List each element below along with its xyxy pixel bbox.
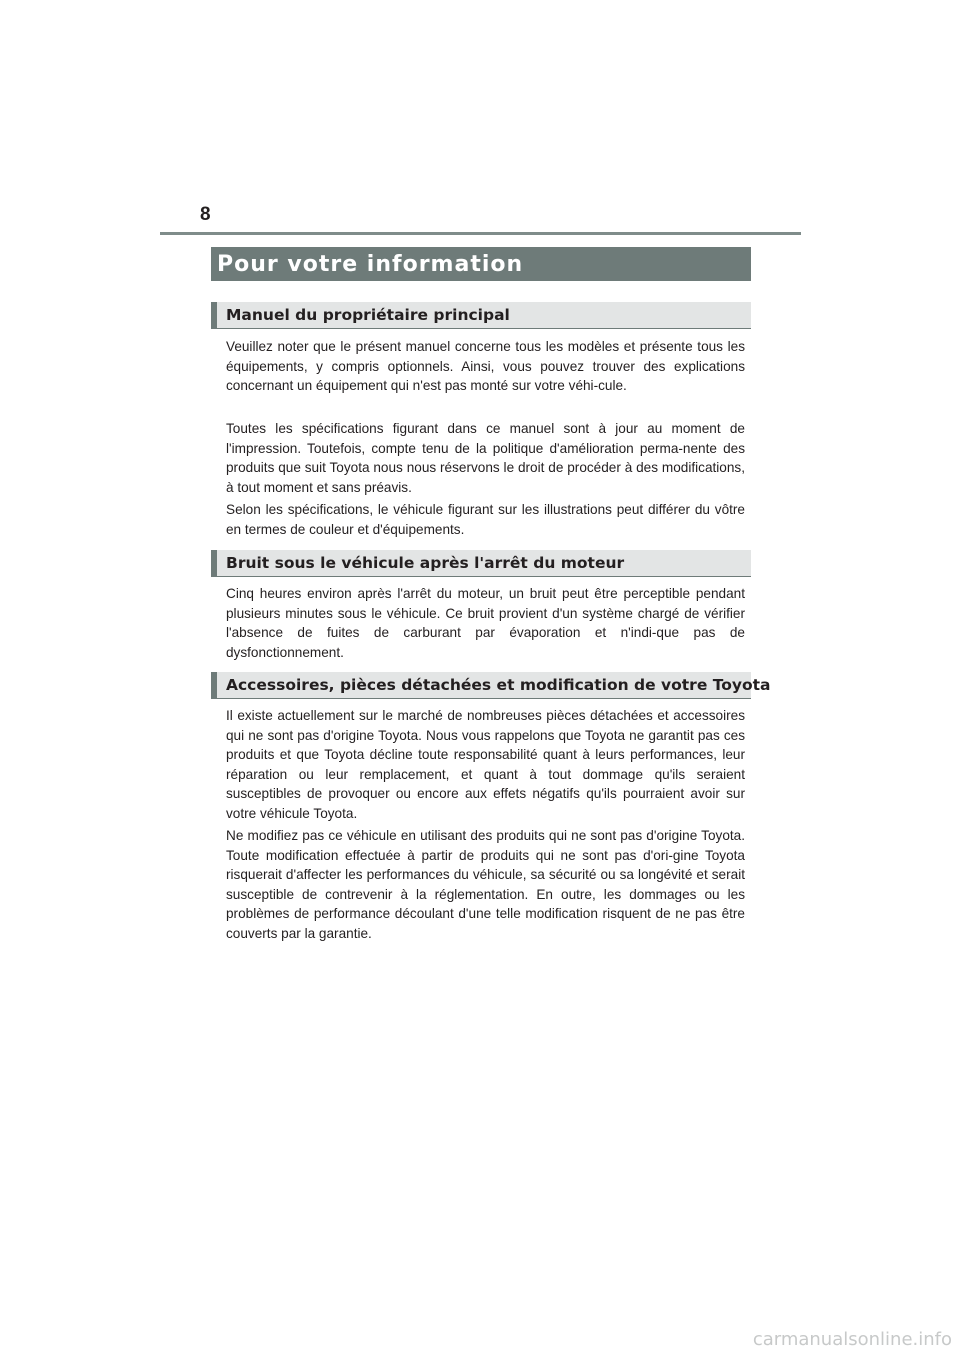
- section-marker: [211, 302, 217, 328]
- paragraph: Cinq heures environ après l'arrêt du moteur, un bruit peut être perceptible pendant plusieurs minutes sous le véhicule. Ce bruit provient d'un système chargé de vérifier l'absence de fuites de carburant par évaporation et n'indi-que pas de dysfonctionnement.: [226, 586, 745, 660]
- paragraph: Il existe actuellement sur le marché de nombreuses pièces détachées et accessoires qui ne sont pas d'origine Toyota. Nous vous rappelons que Toyota ne garantit pas ces produits et que Toyota décline toute responsabilité quant à leurs performances, leur réparation ou leur remplacement, et quant à tout dommage qu'ils seraient susceptibles de provoquer ou encore aux effets négatifs qu'ils pourraient avoir sur votre véhicule Toyota.: [226, 708, 745, 821]
- page-title-banner: [211, 247, 751, 281]
- page-number: 8: [200, 204, 211, 225]
- paragraph: Toutes les spécifications figurant dans ce manuel sont à jour au moment de l'impression. Toutefois, compte tenu de la politique d'amélioration perma-nente des produits que suit Toyota nous nous réservons le droit de procéder à des modifications, à tout moment et sans préavis.: [226, 421, 745, 495]
- section-marker: [211, 672, 217, 698]
- paragraph: Selon les spécifications, le véhicule figurant sur les illustrations peut différer du vôtre en termes de couleur et d'équipements.: [226, 502, 745, 537]
- top-divider: [160, 232, 801, 235]
- paragraph: Veuillez noter que le présent manuel concerne tous les modèles et présente tous les équipements, y compris optionnels. Ainsi, vous pouvez trouver des explications concernant un équipement qui n'est pas monté sur votre véhi-cule.: [226, 339, 745, 393]
- page-title: Pour votre information: [217, 252, 524, 277]
- section-heading: Bruit sous le véhicule après l'arrêt du moteur: [226, 554, 625, 572]
- watermark: carmanualsonline.info: [752, 1329, 952, 1350]
- paragraph: Ne modifiez pas ce véhicule en utilisant des produits qui ne sont pas d'origine Toyota. Toute modification effectuée à partir de produits qui ne sont pas d'ori-gine Toyota risquerait d'affecter les performances du véhicule, sa sécurité ou sa longévité et serait susceptible de contrevenir à la réglementation. En outre, les dommages ou les problèmes de performance découlant d'une telle modification risquent de ne pas être couverts par la garantie.: [226, 828, 745, 941]
- section-marker: [211, 550, 217, 576]
- section-header-manual: [211, 302, 751, 329]
- section-heading: Accessoires, pièces détachées et modification de votre Toyota: [226, 676, 771, 694]
- section-header-noise: [211, 550, 751, 577]
- section-heading: Manuel du propriétaire principal: [226, 306, 510, 324]
- section-header-accessories: [211, 672, 771, 699]
